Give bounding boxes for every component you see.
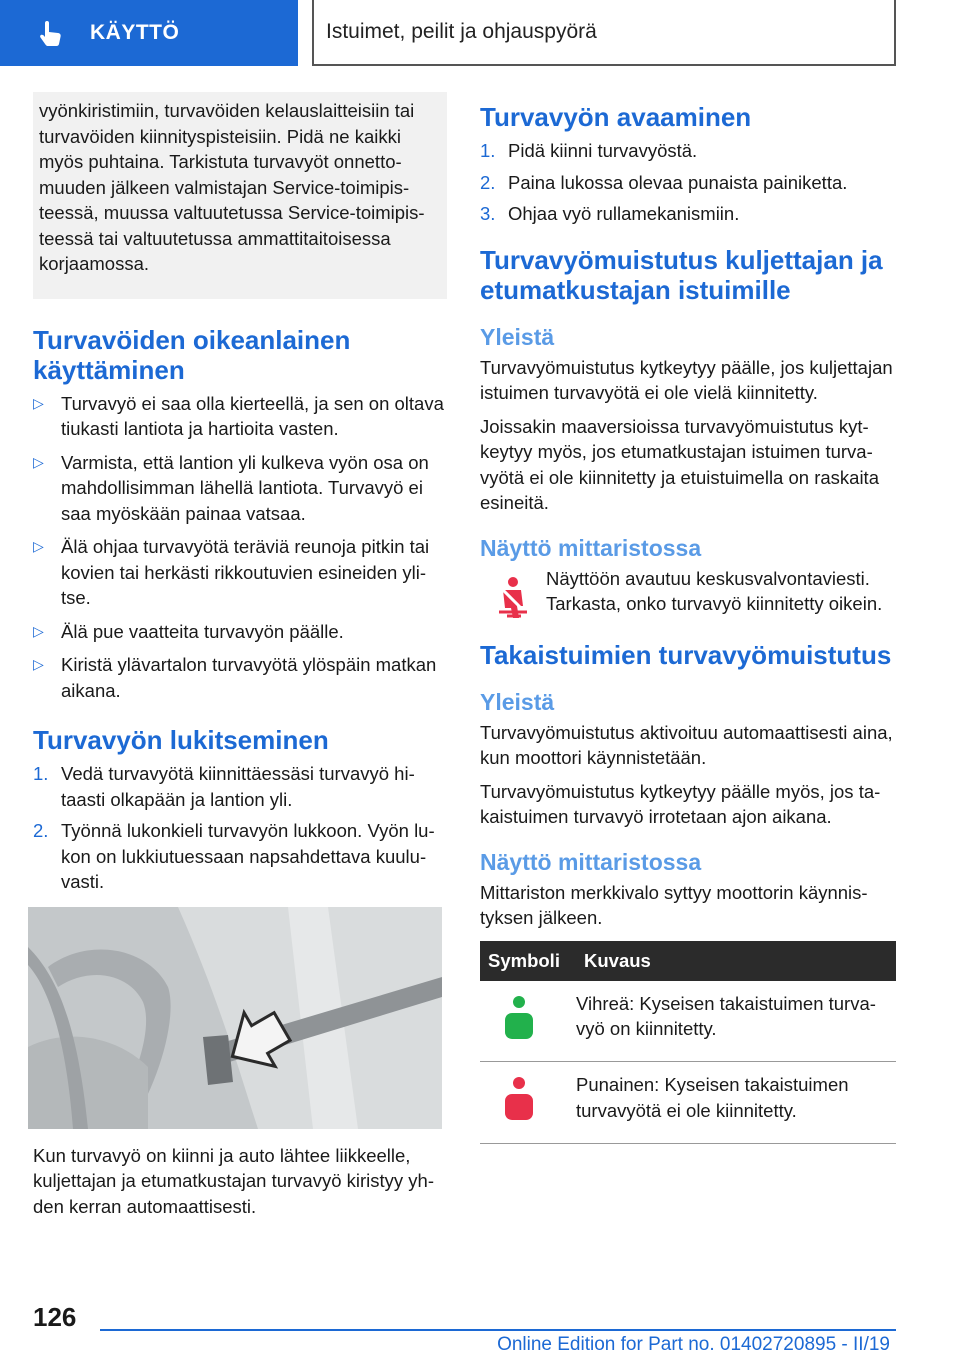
page-footer <box>0 1298 960 1362</box>
seat-illustration <box>28 907 442 1129</box>
triangle-bullet-icon: ▷ <box>33 538 44 554</box>
chapter-title: Istuimet, peilit ja ohjauspyörä <box>312 0 896 66</box>
page-number: 126 <box>33 1302 77 1332</box>
section-tab <box>0 0 298 66</box>
heading-rear: Takaistuimien turvavyömuistutus <box>480 639 892 670</box>
red-person-icon <box>504 1076 534 1120</box>
paragraph: Joissakin maaversioissa turvavyömuistutus kytkeytyy myös, jos etumatkustajan istuimen turvavyötä ei ole kiinnitetty ja etuistuimella on raskaita esineitä. <box>480 415 879 513</box>
paragraph: Turvavyömuistutus kytkeytyy päälle, jos kuljettajan istuimen turvavyötä ei ole vielä kiinnitetty. <box>480 356 893 403</box>
table-row <box>480 981 896 1062</box>
symbol-table <box>480 941 896 1144</box>
table-cell: Punainen: Kyseisen takaistuimen turvavyötä ei ole kiinnitetty. <box>576 1062 896 1144</box>
section-label: KÄYTTÖ <box>90 21 180 44</box>
heading-display: Näyttö mittaristossa <box>480 848 702 875</box>
list-item: 2. Paina lukossa olevaa punaista painiketta. <box>480 171 848 193</box>
list-item: ▷ Älä ohjaa turvavyötä teräviä reunoja pitkin tai kovien tai herkästi rikkoutuvien esineiden ylitse. <box>33 536 430 608</box>
table-header-description: Kuvaus <box>576 941 896 981</box>
list-item: ▷ Varmista, että lantion yli kulkeva vyön osa on mahdollisimman lähellä lantiota. Turvavyö ei saa myöskään painaa vatsaa. <box>33 451 429 524</box>
display-text: Näyttöön avautuu keskusvalvontaviesti. Tarkasta, onko turvavyö kiinnitetty oikein. <box>546 567 883 614</box>
table-row <box>480 1062 896 1144</box>
triangle-bullet-icon: ▷ <box>33 656 44 672</box>
photo-caption: Kun turvavyö on kiinni ja auto lähtee liikkeelle, kuljettajan ja etumatkustajan turvavyö kiristyy yhden kerran automaattisesti. <box>33 1144 435 1217</box>
right-column <box>480 92 896 1144</box>
heading-general: Yleistä <box>480 323 555 350</box>
page-header <box>0 0 960 66</box>
info-note: vyönkiristimiin, turvavöiden kelauslaitteisiin tai turvavöiden kiinnityspisteisiin. Pidä ne kaikki myös puhtaina. Tarkistuta turvavyöt onnettomuuden jälkeen valmistajan Service-toimipisteessä, muussa valtuutetussa Service-toimipisteessä tai valtuutetussa ammattitaitoisessa korjaamossa. <box>33 92 447 299</box>
heading-proper-use: Turvavöiden oikeanlainen käyttäminen <box>33 324 351 385</box>
triangle-bullet-icon: ▷ <box>33 622 44 639</box>
seatbelt-photo <box>28 907 442 1129</box>
list-item: ▷ Kiristä ylävartalon turvavyötä ylöspäin matkan aikana. <box>33 654 437 701</box>
left-column <box>33 92 447 1227</box>
triangle-bullet-icon: ▷ <box>33 453 44 470</box>
heading-reminder: Turvavyömuistutus kuljettajan ja etumatkustajan istuimille <box>480 244 883 305</box>
paragraph: Mittariston merkkivalo syttyy moottorin käynnistyksen jälkeen. <box>480 881 868 928</box>
heading-opening: Turvavyön avaaminen <box>480 102 752 132</box>
open-steps <box>480 138 896 227</box>
list-item: ▷ Turvavyö ei saa olla kierteellä, ja sen on oltava tiukasti lantiota ja hartioita vasten. <box>33 392 444 439</box>
list-item: ▷ Älä pue vaatteita turvavyön päälle. <box>33 619 447 645</box>
lock-steps <box>33 761 447 895</box>
seatbelt-warning-icon <box>493 576 533 620</box>
heading-display: Näyttö mittaristossa <box>480 534 702 561</box>
list-item: 1. Vedä turvavyötä kiinnittäessäsi turvavyö hitaasti olkapään ja lantion yli. <box>33 763 415 810</box>
paragraph: Turvavyömuistutus aktivoituu automaattisesti aina, kun moottori käynnistetään. <box>480 721 893 768</box>
green-person-icon <box>504 995 534 1039</box>
hand-pointer-icon <box>36 18 66 48</box>
table-cell: Vihreä: Kyseisen takaistuimen turvavyö on kiinnitetty. <box>576 981 896 1062</box>
list-item: 1. Pidä kiinni turvavyöstä. <box>480 140 698 161</box>
bullet-list <box>33 391 447 704</box>
table-header-symbol: Symboli <box>480 941 576 981</box>
list-item: 3. Ohjaa vyö rullamekanismiin. <box>480 203 740 224</box>
paragraph: Turvavyömuistutus kytkeytyy päälle myös, jos takaistuimen turvavyö irrotetaan ajon aikana. <box>480 780 881 827</box>
heading-general: Yleistä <box>480 688 555 715</box>
footer-divider <box>100 1329 896 1331</box>
triangle-bullet-icon: ▷ <box>33 394 44 411</box>
heading-locking: Turvavyön lukitseminen <box>33 725 329 755</box>
warning-row <box>480 566 896 620</box>
edition-text: Online Edition for Part no. 01402720895 - II/19 <box>497 1334 890 1355</box>
list-item: 2. Työnnä lukonkieli turvavyön lukkoon. Vyön lukon on lukkiutuessaan napsahdettava kuuluvasti. <box>33 820 435 892</box>
